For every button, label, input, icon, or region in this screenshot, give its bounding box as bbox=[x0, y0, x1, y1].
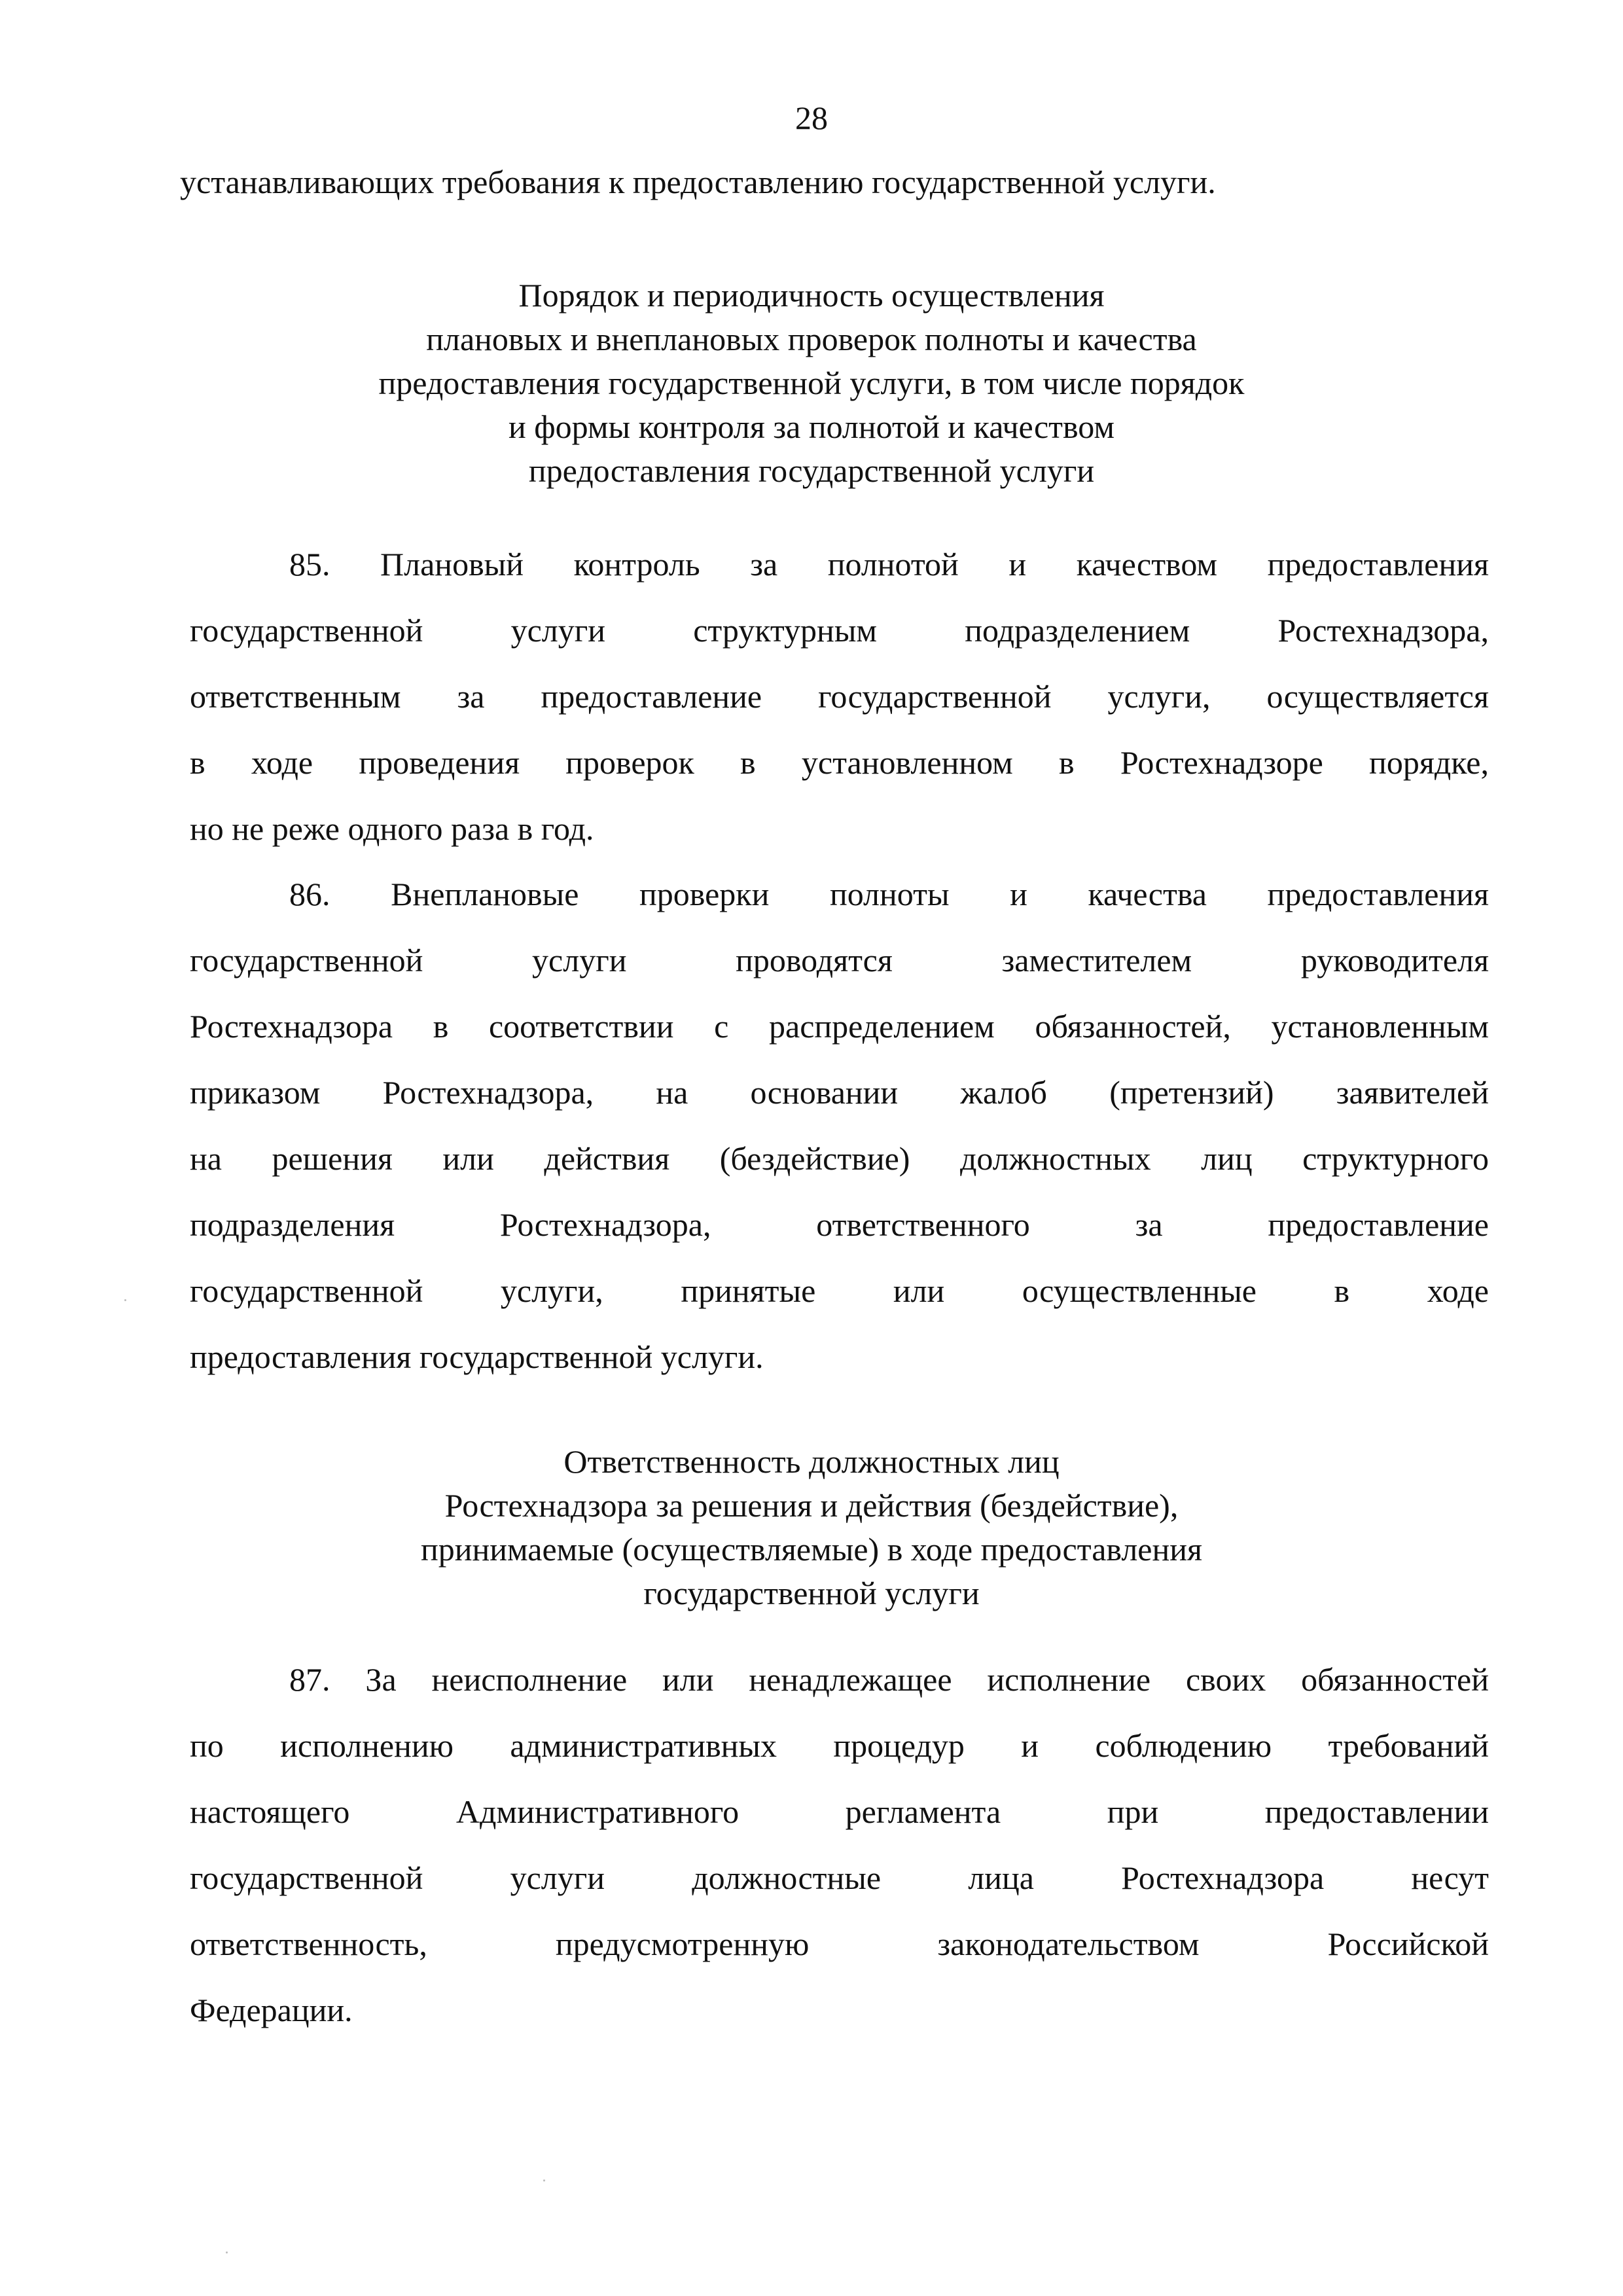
heading-line: предоставления государственной услуги, в том числе порядок bbox=[378, 365, 1245, 401]
page-number: 28 bbox=[795, 99, 828, 136]
paragraph-line: 85. Плановый контроль за полнотой и качеством предоставления bbox=[289, 546, 1489, 583]
paragraph-line: Федерации. bbox=[190, 1992, 353, 2028]
section-heading-responsibility bbox=[0, 1440, 1623, 1615]
paragraph-line: 86. Внеплановые проверки полноты и качества предоставления bbox=[289, 876, 1489, 912]
paragraph-85 bbox=[190, 531, 1489, 862]
paragraph-line: по исполнению административных процедур и соблюдению требований bbox=[190, 1727, 1489, 1764]
paragraph-line: государственной услуги структурным подразделением Ростехнадзора, bbox=[190, 612, 1489, 649]
paragraph-line: государственной услуги, принятые или осуществленные в ходе bbox=[190, 1272, 1489, 1309]
paragraph-line: в ходе проведения проверок в установленном в Ростехнадзоре порядке, bbox=[190, 744, 1489, 781]
paragraph-86 bbox=[190, 861, 1489, 1390]
paragraph-line: подразделения Ростехнадзора, ответственного за предоставление bbox=[190, 1206, 1489, 1243]
heading-line: плановых и внеплановых проверок полноты и качества bbox=[426, 321, 1197, 357]
heading-line: предоставления государственной услуги bbox=[528, 452, 1095, 489]
scan-speck bbox=[543, 2179, 545, 2181]
heading-line: принимаемые (осуществляемые) в ходе предоставления bbox=[420, 1531, 1203, 1568]
paragraph-line: государственной услуги проводятся заместителем руководителя bbox=[190, 942, 1489, 978]
heading-line: государственной услуги bbox=[643, 1575, 980, 1611]
paragraph-line: настоящего Административного регламента при предоставлении bbox=[190, 1793, 1489, 1830]
paragraph-line: ответственным за предоставление государственной услуги, осуществляется bbox=[190, 678, 1489, 715]
section-heading-control bbox=[0, 274, 1623, 493]
paragraph-87 bbox=[190, 1647, 1489, 2043]
paragraph-line: государственной услуги должностные лица Ростехнадзора несут bbox=[190, 1859, 1489, 1896]
paragraph-line: Ростехнадзора в соответствии с распределением обязанностей, установленным bbox=[190, 1008, 1489, 1045]
scan-speck bbox=[226, 2251, 228, 2253]
heading-line: и формы контроля за полнотой и качеством bbox=[508, 408, 1115, 445]
scan-speck bbox=[124, 1299, 126, 1301]
paragraph-line: 87. За неисполнение или ненадлежащее исполнение своих обязанностей bbox=[289, 1661, 1489, 1698]
heading-line: Ответственность должностных лиц bbox=[563, 1443, 1060, 1480]
carry-over-line: устанавливающих требования к предоставлению государственной услуги. bbox=[180, 164, 1216, 200]
paragraph-line: приказом Ростехнадзора, на основании жалоб (претензий) заявителей bbox=[190, 1074, 1489, 1111]
heading-line: Порядок и периодичность осуществления bbox=[518, 277, 1105, 314]
heading-line: Ростехнадзора за решения и действия (бездействие), bbox=[444, 1487, 1179, 1524]
paragraph-line: но не реже одного раза в год. bbox=[190, 810, 594, 847]
paragraph-line: предоставления государственной услуги. bbox=[190, 1338, 764, 1375]
paragraph-line: ответственность, предусмотренную законодательством Российской bbox=[190, 1926, 1489, 1962]
paragraph-line: на решения или действия (бездействие) должностных лиц структурного bbox=[190, 1140, 1489, 1177]
